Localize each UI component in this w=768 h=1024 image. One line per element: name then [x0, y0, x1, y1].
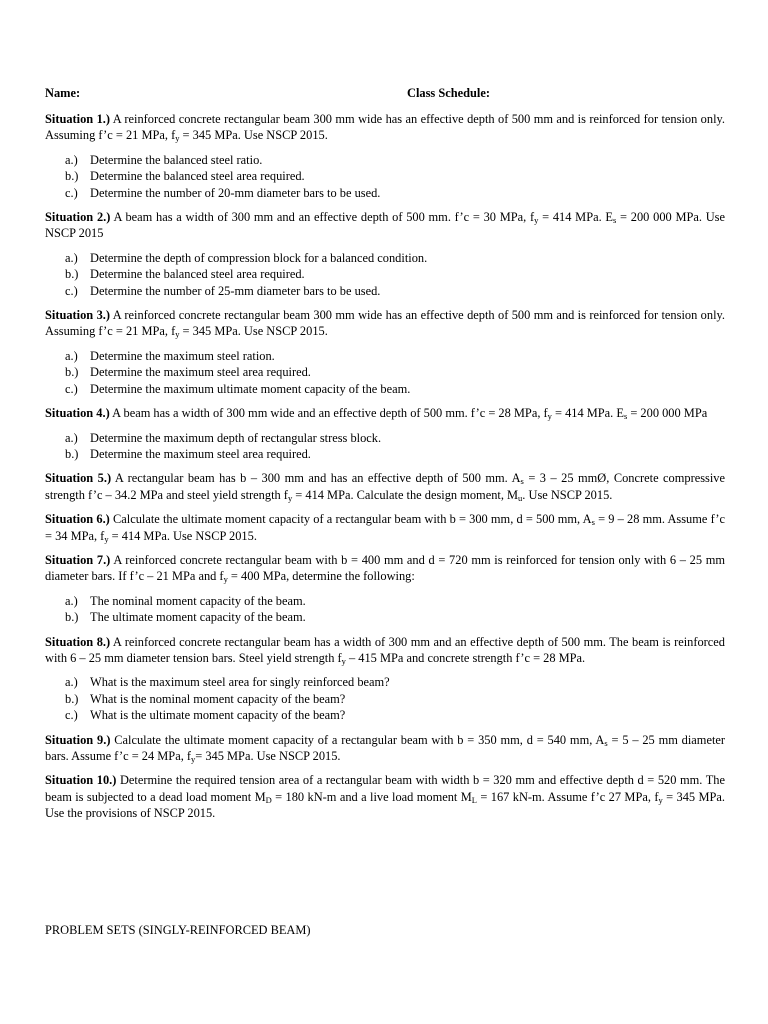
situation-5 — [45, 470, 725, 503]
problem-sets-title: PROBLEM SETS (SINGLY-REINFORCED BEAM) — [45, 923, 311, 937]
sub-question-marker: a.) — [65, 430, 78, 445]
situation-4 — [45, 405, 725, 462]
sub-question-marker: b.) — [65, 169, 79, 184]
situation-label: Situation 3.) — [45, 308, 111, 323]
sub-question — [65, 593, 725, 609]
situation-text: A reinforced concrete rectangular beam has a width of 300 mm and an effective depth of 500 mm. The beam is reinforced with 6 – 25 mm diameter tension bars. Steel yield strength $f_y - 415$ MPa and concrete strength f’c = 28 MPa. — [45, 634, 725, 666]
sub-question — [65, 707, 725, 723]
sub-question — [65, 364, 725, 380]
situation-text: A beam has a width of 300 mm and an effective depth of 500 mm. f’c = 30 MPa, $f_y = 414$ MPa. $E_s = 200$ 000 MPa. Use NSCP 2015 — [45, 210, 725, 241]
sub-question — [65, 283, 725, 299]
sub-question-marker: a.) — [65, 675, 78, 690]
situation-1 — [45, 111, 725, 201]
sub-question-text: Determine the maximum steel area required. — [90, 446, 311, 461]
situation-statement — [45, 405, 725, 421]
situation-statement — [45, 772, 725, 821]
sub-question-text: Determine the maximum steel ration. — [90, 348, 275, 363]
situation-text: A reinforced concrete rectangular beam 300 mm wide has an effective depth of 500 mm and is reinforced for tension only. Assuming f’c = 21 MPa, $f_y = 345$ MPa. Use NSCP 2015. — [45, 308, 726, 340]
sub-question — [65, 250, 725, 266]
situation-9 — [45, 732, 725, 765]
situation-statement — [45, 732, 725, 765]
sub-question-text: Determine the maximum steel area required. — [90, 365, 311, 380]
situation-text: A rectangular beam has b – 300 mm and has an effective depth of 500 mm. $A_s = 3 - 25$ mmØ, Concrete compressive strength f’c – 34.2 MPa and steel yield strength $f_y = 414$ MPa. Calculate the design moment, $M_u$. Use NSCP 2015. — [45, 471, 725, 503]
sub-question-list — [45, 348, 725, 397]
sub-question-list — [45, 152, 725, 201]
situation-8 — [45, 634, 725, 724]
situation-3 — [45, 307, 725, 397]
situation-text: A reinforced concrete rectangular beam with b = 400 mm and d = 720 mm is reinforced for tension only with 6 – 25 mm diameter bars. If f’c – 21 MPa and $f_y = 400$ MPa, determine the following: — [45, 552, 725, 585]
sub-question — [65, 168, 725, 184]
situation-text: A reinforced concrete rectangular beam 300 mm wide has an effective depth of 500 mm and is reinforced for tension only. Assuming f’c = 21 MPa, $f_y = 345$ MPa. Use NSCP 2015. — [45, 112, 726, 144]
sub-question — [65, 446, 725, 462]
situation-label: Situation 1.) — [45, 112, 111, 126]
sub-question-text: Determine the balanced steel area required. — [90, 267, 305, 282]
sub-question-marker: c.) — [65, 708, 78, 723]
sub-question-marker: c.) — [65, 283, 78, 298]
situation-label: Situation 4.) — [45, 406, 110, 421]
situation-2 — [45, 209, 725, 299]
situation-statement — [45, 307, 725, 340]
sub-question-text: The ultimate moment capacity of the beam. — [90, 610, 306, 625]
sub-question-marker: b.) — [65, 365, 79, 380]
situation-label: Situation 9.) — [45, 732, 111, 747]
situation-statement — [45, 470, 725, 503]
situation-text: Calculate the ultimate moment capacity of a rectangular beam with b = 350 mm, d = 540 mm, $A_s = 5 - 25$ mm diameter bars. Assume f’c = 24 MPa, $f_y= 345$ MPa. Use NSCP 2015. — [45, 732, 726, 764]
sub-question-text: What is the ultimate moment capacity of the beam? — [90, 708, 346, 723]
situation-label: Situation 6.) — [45, 512, 110, 527]
sub-question-text: What is the maximum steel area for singly reinforced beam? — [90, 675, 390, 690]
situation-label: Situation 10.) — [45, 773, 117, 788]
sub-question — [65, 266, 725, 282]
sub-question — [65, 152, 725, 168]
sub-question-text: Determine the depth of compression block for a balanced condition. — [90, 250, 428, 265]
sub-question — [65, 609, 725, 625]
situation-10 — [45, 772, 725, 821]
sub-question-marker: b.) — [65, 446, 79, 461]
document-page — [45, 85, 725, 830]
sub-question-text: Determine the balanced steel ratio. — [90, 152, 263, 167]
sub-question-marker: c.) — [65, 185, 78, 200]
sub-question-list — [45, 430, 725, 463]
situation-label: Situation 7.) — [45, 552, 111, 567]
situation-statement — [45, 552, 725, 585]
sub-question-text: Determine the number of 20-mm diameter bars to be used. — [90, 185, 381, 200]
sub-question-marker: b.) — [65, 610, 79, 625]
situations-list — [45, 111, 725, 822]
situation-text: A beam has a width of 300 mm wide and an effective depth of 500 mm. f’c = 28 MPa, $f_y = 414$ MPa. $E_s = 200$ 000 MPa — [109, 406, 708, 422]
sub-question-marker: c.) — [65, 381, 78, 396]
situation-6 — [45, 511, 725, 544]
sub-question — [65, 185, 725, 201]
situation-statement — [45, 209, 725, 242]
sub-question-list — [45, 250, 725, 299]
sub-question-text: Determine the number of 25-mm diameter bars to be used. — [90, 283, 381, 298]
sub-question-marker: b.) — [65, 691, 79, 706]
name-label: Name: — [45, 86, 81, 100]
sub-question — [65, 691, 725, 707]
situation-text: Determine the required tension area of a rectangular beam with width b = 320 mm and effective depth d = 520 mm. The beam is subjected to a dead load moment $M_D = 180$ kN-m and a live load moment $M_L = 167$ kN-m. Assume f’c 27 MPa, $f_y = 345$ MPa. Use the provisions of NSCP 2015. — [45, 773, 726, 821]
header-row — [45, 85, 725, 103]
class-schedule-label: Class Schedule: — [407, 86, 490, 100]
sub-question — [65, 430, 725, 446]
sub-question-marker: a.) — [65, 348, 78, 363]
situation-label: Situation 2.) — [45, 210, 111, 225]
sub-question-text: The nominal moment capacity of the beam. — [90, 593, 306, 608]
sub-question-text: What is the nominal moment capacity of the beam? — [90, 691, 346, 706]
sub-question — [65, 381, 725, 397]
situation-statement — [45, 111, 725, 144]
sub-question-marker: a.) — [65, 250, 78, 265]
sub-question-marker: a.) — [65, 593, 78, 608]
sub-question-marker: b.) — [65, 267, 79, 282]
sub-question — [65, 674, 725, 690]
situation-label: Situation 8.) — [45, 634, 111, 649]
sub-question-text: Determine the maximum ultimate moment capacity of the beam. — [90, 381, 411, 396]
situation-7 — [45, 552, 725, 626]
sub-question-text: Determine the maximum depth of rectangular stress block. — [90, 430, 382, 445]
situation-text: Calculate the ultimate moment capacity of a rectangular beam with b = 300 mm, d = 500 mm, $A_s = 9 - 28$ mm. Assume f’c = 34 MPa, $f_y = 414$ MPa. Use NSCP 2015. — [45, 512, 726, 544]
situation-label: Situation 5.) — [45, 471, 112, 486]
situation-statement — [45, 511, 725, 544]
sub-question-list — [45, 674, 725, 723]
sub-question-marker: a.) — [65, 152, 78, 167]
situation-statement — [45, 634, 725, 667]
sub-question — [65, 348, 725, 364]
sub-question-text: Determine the balanced steel area required. — [90, 169, 305, 184]
sub-question-list — [45, 593, 725, 626]
